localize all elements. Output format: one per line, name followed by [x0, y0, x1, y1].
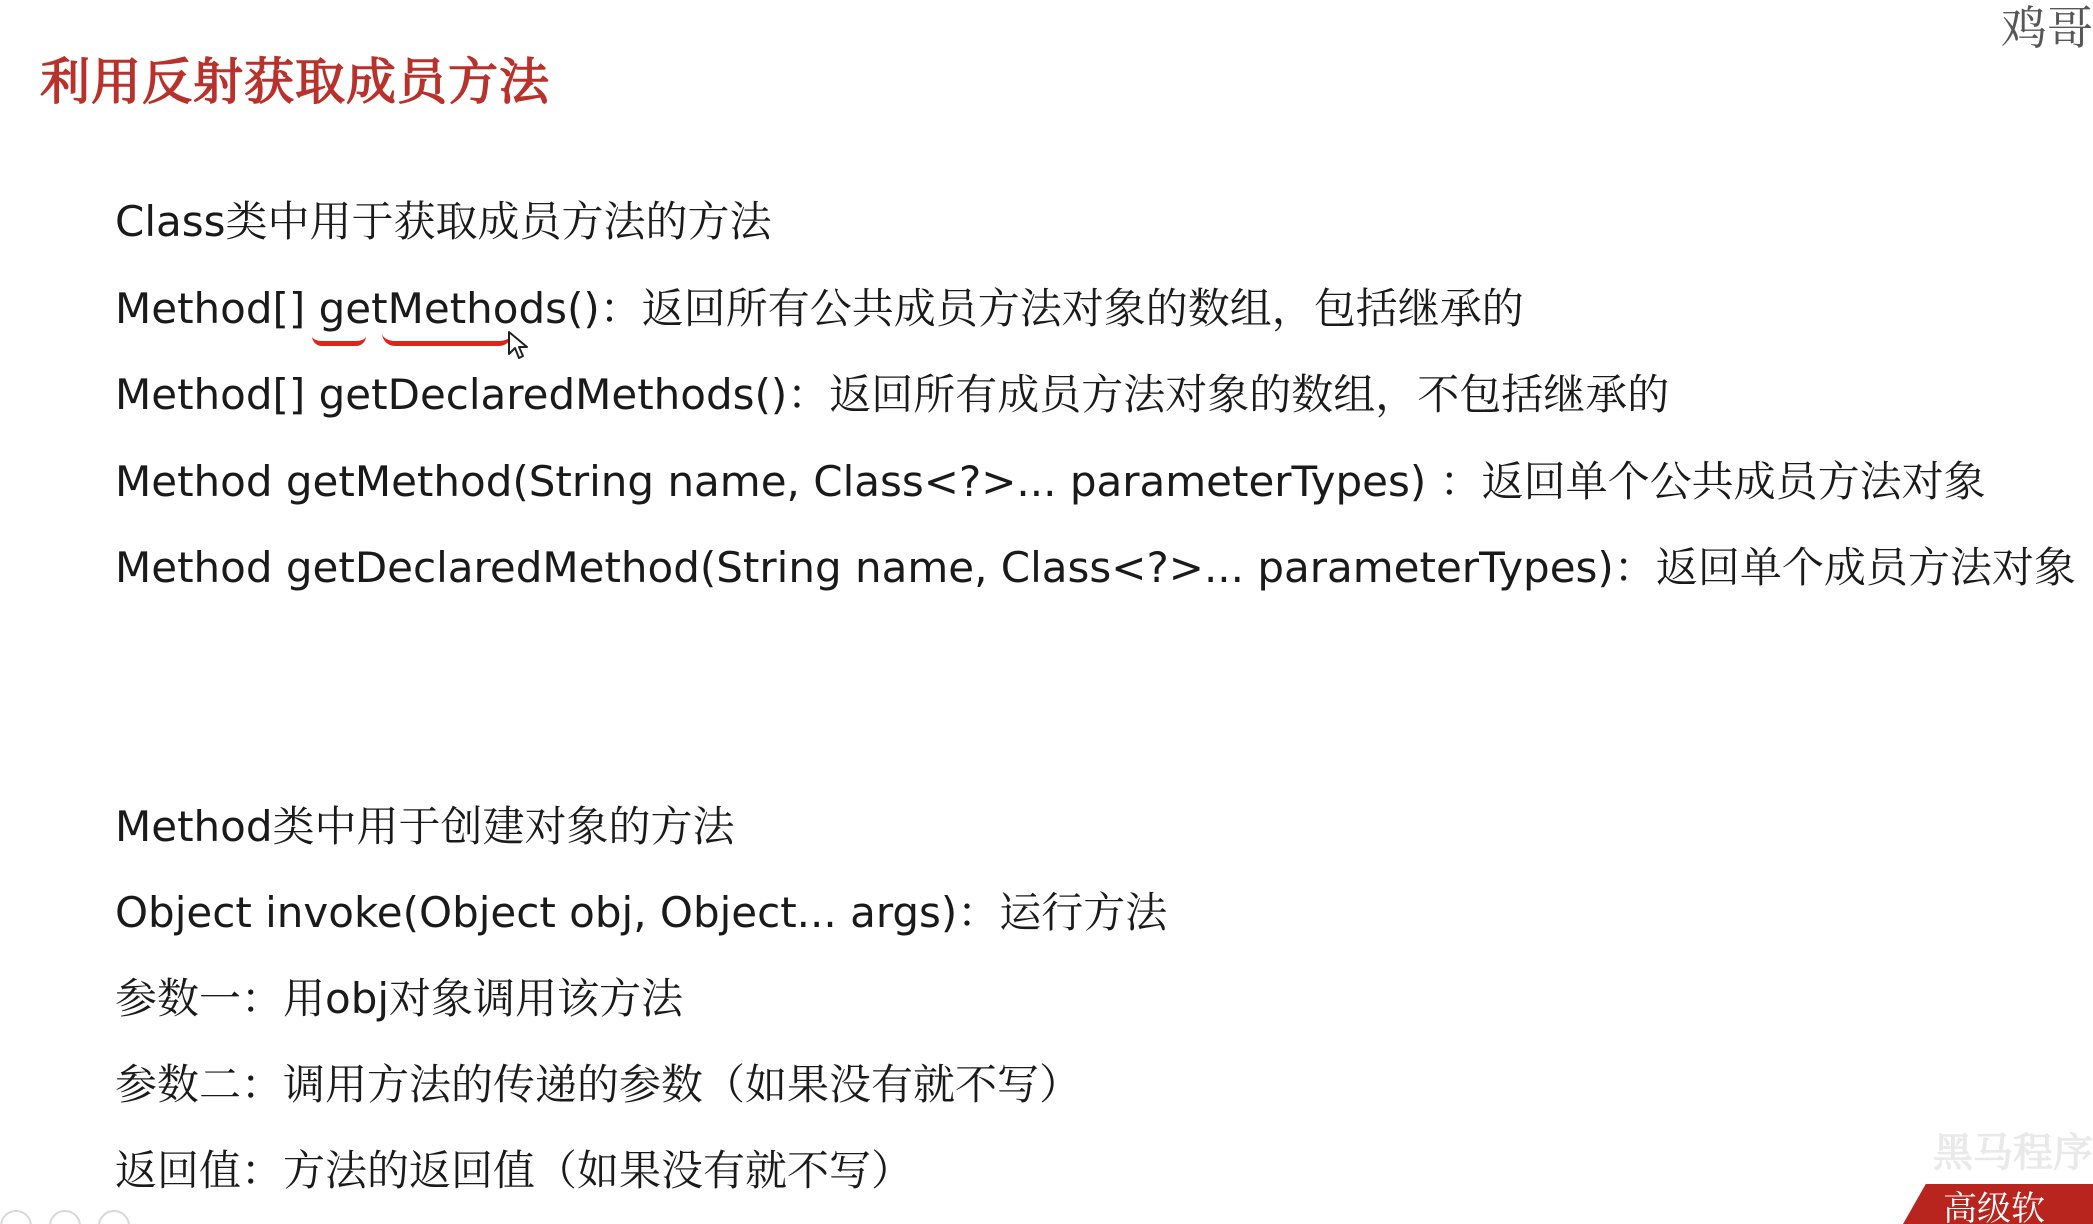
- section2-line-4: 返回值：方法的返回值（如果没有就不写）: [115, 1146, 914, 1195]
- section2-heading: Method类中用于创建对象的方法: [115, 802, 735, 851]
- section1-line-2: Method[] getDeclaredMethods()：返回所有成员方法对象的数组，不包括继承的: [115, 370, 1670, 419]
- control-circle-icon[interactable]: [98, 1210, 130, 1224]
- annotation-underline-methods: [382, 333, 512, 346]
- section2-line-3: 参数二：调用方法的传递的参数（如果没有就不写）: [115, 1060, 1082, 1109]
- section1-line-4: Method getDeclaredMethod(String name, Class<?>... parameterTypes)：返回单个成员方法对象: [115, 543, 2076, 592]
- control-circle-icon[interactable]: [49, 1210, 81, 1224]
- logo-bar-text: 高级软: [1943, 1189, 2045, 1224]
- player-controls: [0, 1210, 180, 1224]
- section2-line-2: 参数一：用obj对象调用该方法: [115, 974, 684, 1023]
- logo-mark: 黑马程序: [1933, 1130, 2093, 1176]
- section1-line-1: Method[] getMethods()：返回所有公共成员方法对象的数组，包括继承的: [115, 284, 1524, 333]
- section1-heading: Class类中用于获取成员方法的方法: [115, 197, 772, 246]
- slide-title: 利用反射获取成员方法: [40, 53, 550, 111]
- annotation-underline-get: [312, 333, 366, 346]
- section1-line-3: Method getMethod(String name, Class<?>... parameterTypes) ：返回单个公共成员方法对象: [115, 457, 1986, 506]
- brand-logo-icon: [1893, 1114, 2093, 1224]
- section2-line-1: Object invoke(Object obj, Object... args)：运行方法: [115, 888, 1168, 937]
- control-circle-icon[interactable]: [0, 1210, 32, 1224]
- watermark-top: 鸡哥: [2001, 1, 2093, 55]
- cursor-arrow-icon: [507, 330, 529, 360]
